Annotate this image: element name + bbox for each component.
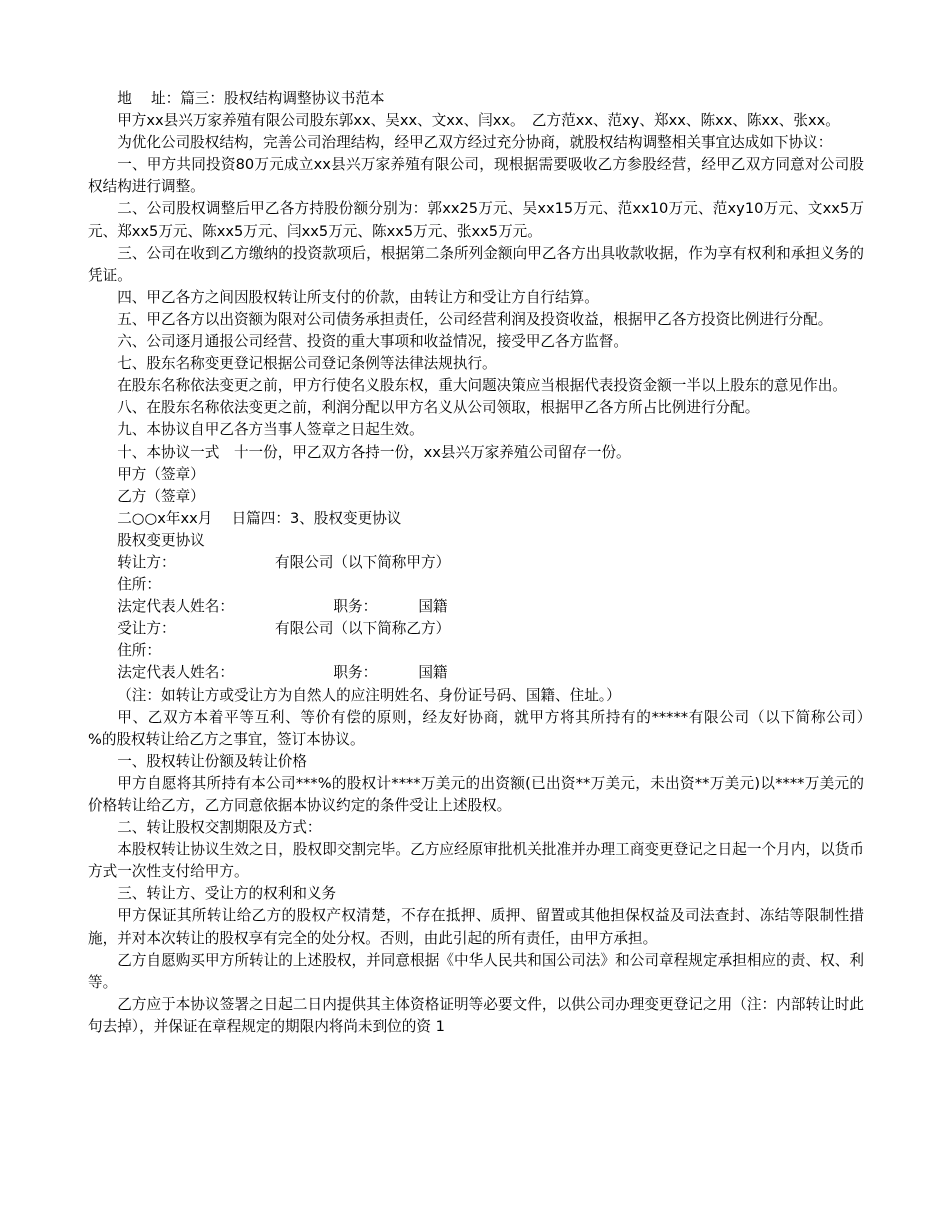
paragraph: 五、甲乙各方以出资额为限对公司债务承担责任，公司经营利润及投资收益，根据甲乙各方投资比例进行分配。 [117,310,833,328]
paragraph: 六、公司逐月通报公司经营、投资的重大事项和收益情况，接受甲乙各方监督。 [117,333,628,351]
paragraph: 甲方（签章） [117,465,205,483]
paragraph: 乙方自愿购买甲方所转让的上述股权，并同意根据《中华人民共和国公司法》和公司章程规定承担相应的责、权、利等。 [88,951,864,991]
paragraph: 地 址：篇三：股权结构调整协议书范本 [117,90,385,107]
paragraph: 甲、乙双方本着平等互利、等价有偿的原则，经友好协商，就甲方将其所持有的*****有限公司（以下简称公司） %的股权转让给乙方之事宜，签订本协议。 [88,708,898,748]
paragraph: 四、甲乙各方之间因股权转让所支付的价款，由转让方和受让方自行结算。 [117,288,599,306]
paragraph: 住所： [117,576,161,594]
paragraph: 在股东名称依法变更之前，甲方行使名义股东权，重大问题决策应当根据代表投资金额一半以上股东的意见作出。 [117,377,847,395]
paragraph: 甲方自愿将其所持有本公司***%的股权计****万美元的出资额(已出资**万美元，未出资**万美元)以****万美元的价格转让给乙方，乙方同意依据本协议约定的条件受让上述股权。 [88,774,864,814]
paragraph: 为优化公司股权结构，完善公司治理结构，经甲乙双方经过充分协商，就股权结构调整相关事宜达成如下协议： [117,134,833,152]
paragraph: 法定代表人姓名： 职务： 国籍 [117,598,448,616]
paragraph: 甲方保证其所转让给乙方的股权产权清楚，不存在抵押、质押、留置或其他担保权益及司法查封、冻结等限制性措施，并对本次转让的股权享有完全的处分权。否则，由此引起的所有责任，由甲方承担。 [88,907,864,947]
paragraph: 本股权转让协议生效之日，股权即交割完毕。乙方应经原审批机关批准并办理工商变更登记之日起一个月内，以货币方式一次性支付给甲方。 [88,841,864,881]
paragraph: 二、转让股权交割期限及方式： [117,819,322,837]
paragraph: 九、本协议自甲乙各方当事人签章之日起生效。 [117,421,424,439]
paragraph: 二○○x年xx月 日篇四：3、股权变更协议 [117,509,402,527]
paragraph: 转让方： 有限公司（以下简称甲方） [117,553,451,571]
paragraph: 一、甲方共同投资80万元成立xx县兴万家养殖有限公司，现根据需要吸收乙方参股经营，经甲乙双方同意对公司股权结构进行调整。 [88,156,864,196]
paragraph: 七、股东名称变更登记根据公司登记条例等法律法规执行。 [117,355,497,373]
paragraph: 八、在股东名称依法变更之前，利润分配以甲方名义从公司领取，根据甲乙各方所占比例进行分配。 [117,399,760,417]
paragraph: 住所： [117,642,161,660]
paragraph: 十、本协议一式 十一份，甲乙双方各持一份，xx县兴万家养殖公司留存一份。 [117,443,631,461]
paragraph: 股权变更协议 [117,531,205,549]
document-page [88,88,898,1038]
paragraph: 一、股权转让份额及转让价格 [117,752,307,770]
paragraph: 三、公司在收到乙方缴纳的投资款项后，根据第二条所列金额向甲乙各方出具收款收据，作为享有权利和承担义务的凭证。 [88,244,864,284]
paragraph: 乙方（签章） [117,487,205,505]
paragraph: 乙方应于本协议签署之日起二日内提供其主体资格证明等必要文件，以供公司办理变更登记之用（注：内部转让时此句去掉），并保证在章程规定的期限内将尚未到位的资 1 [88,995,864,1035]
paragraph: （注：如转让方或受让方为自然人的应注明姓名、身份证号码、国籍、住址。） [117,686,621,704]
paragraph: 三、转让方、受让方的权利和义务 [117,885,337,903]
paragraph: 甲方xx县兴万家养殖有限公司股东郭xx、吴xx、文xx、闫xx。 乙方范xx、范xy、郑xx、陈xx、陈xx、张xx。 [117,112,840,130]
paragraph: 法定代表人姓名： 职务： 国籍 [117,664,448,682]
paragraph: 二、公司股权调整后甲乙各方持股份额分别为：郭xx25万元、吴xx15万元、范xx10万元、范xy10万元、文xx5万元、郑xx5万元、陈xx5万元、闫xx5万元、陈xx5万元、张xx5万元。 [88,200,864,240]
paragraph: 受让方： 有限公司（以下简称乙方） [117,620,451,638]
